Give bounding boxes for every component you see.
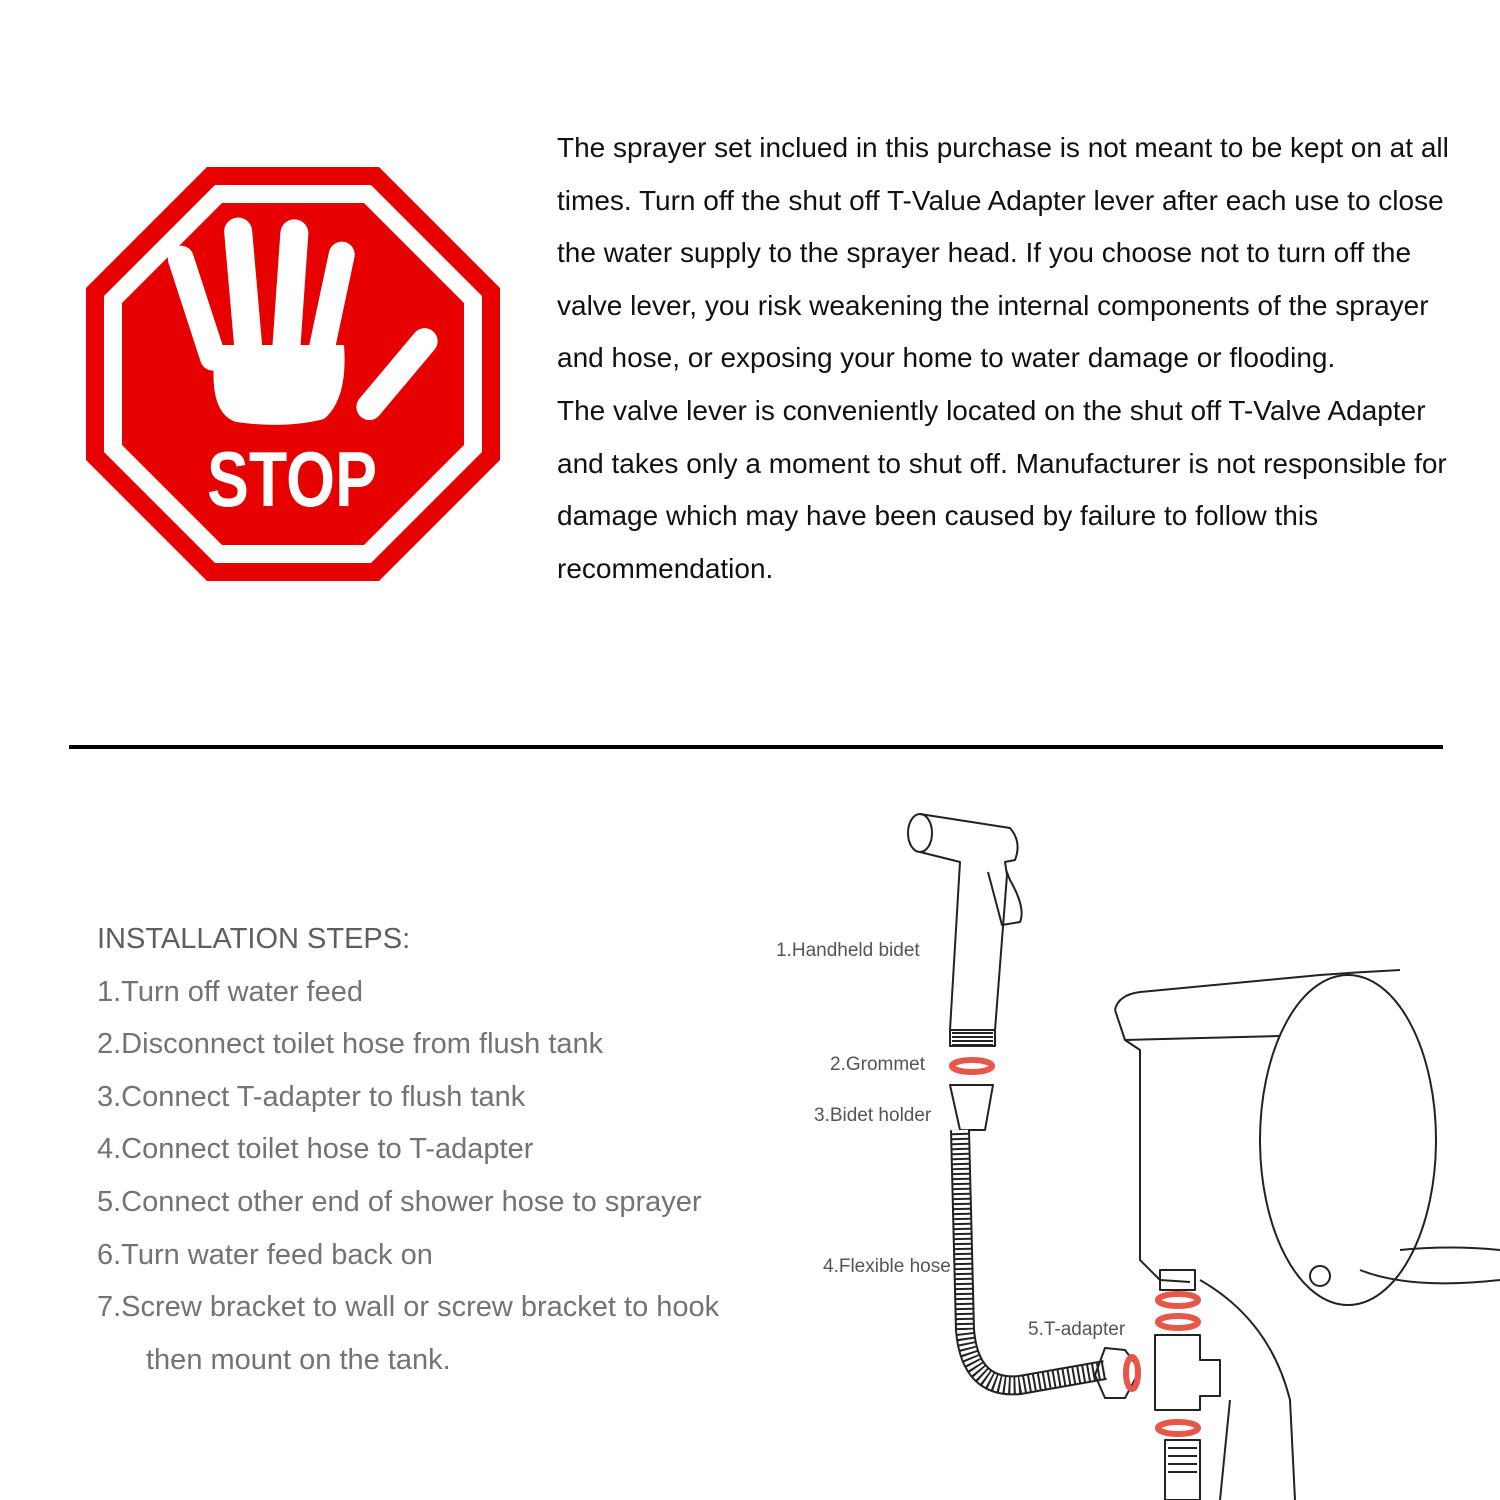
label-handheld-bidet: 1.Handheld bidet xyxy=(776,940,920,961)
install-step-7-continuation: then mount on the tank. xyxy=(146,1343,451,1376)
warning-text xyxy=(557,122,1457,595)
label-grommet: 2.Grommet xyxy=(830,1054,926,1075)
install-step-4: 4.Connect toilet hose to T-adapter xyxy=(97,1133,534,1166)
warning-paragraph-1: The sprayer set inclued in this purchase is not meant to be kept on at all times. Turn off the shut off T-Value Adapter lever after each use to close the water supply to the sprayer head. If you choose not to turn off the valve lever, you risk weakening the internal components of the sprayer and hose, or exposing your home to water damage or flooding. xyxy=(557,132,1449,374)
section-divider xyxy=(69,745,1443,749)
install-step-7: 7.Screw bracket to wall or screw bracket to hook xyxy=(97,1291,720,1324)
installation-steps xyxy=(97,913,719,1386)
label-t-adapter: 5.T-adapter xyxy=(1028,1319,1126,1340)
install-step-5: 5.Connect other end of shower hose to sprayer xyxy=(97,1185,702,1218)
flexible-hose-illustration xyxy=(960,1130,1105,1385)
warning-paragraph-2: The valve lever is conveniently located on the shut off T-Valve Adapter and takes only a moment to shut off. Manufacturer is not responsible for damage which may have been caused by failure to follow this recommendation. xyxy=(557,394,1447,584)
label-flexible-hose: 4.Flexible hose xyxy=(823,1256,951,1277)
install-step-1: 1.Turn off water feed xyxy=(97,975,363,1008)
installation-diagram xyxy=(760,800,1500,1500)
install-step-6: 6.Turn water feed back on xyxy=(97,1238,433,1271)
label-bidet-holder: 3.Bidet holder xyxy=(814,1105,932,1126)
stop-text: STOP xyxy=(207,435,377,523)
handheld-bidet-illustration xyxy=(908,814,1022,1046)
bidet-holder-illustration xyxy=(950,1085,993,1130)
install-step-3: 3.Connect T-adapter to flush tank xyxy=(97,1080,526,1113)
install-step-2: 2.Disconnect toilet hose from flush tank xyxy=(97,1028,604,1061)
stop-sign xyxy=(86,167,500,581)
installation-heading: INSTALLATION STEPS: xyxy=(97,923,411,955)
